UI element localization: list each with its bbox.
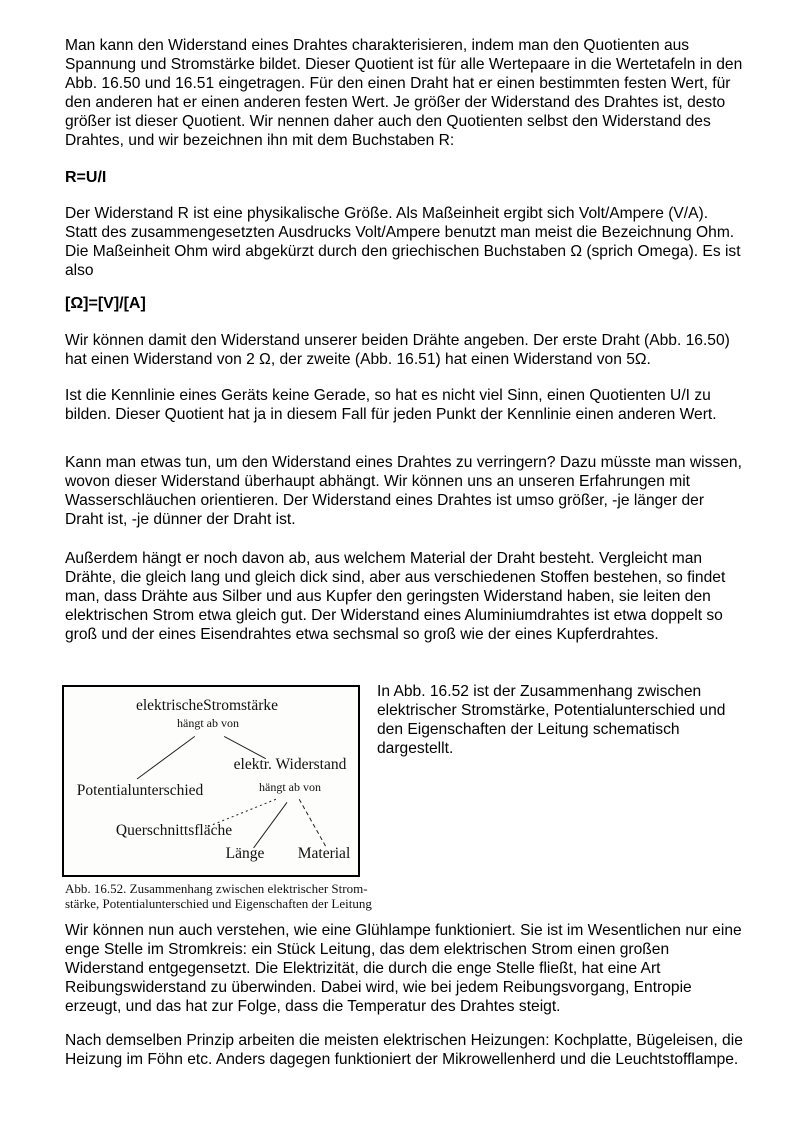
line-stromstaerke-potential xyxy=(137,736,195,779)
figure-caption-line-1: Abb. 16.52. Zusammenhang zwischen elektrischer Strom- xyxy=(65,881,368,896)
paragraph-material-vergleich: Außerdem hängt er noch davon ab, aus welchem Material der Draht besteht. Vergleicht man Drähte, die gleich lang und gleich dick sind, aber aus verschiedenen Stoffen bestehen, so findet man, dass Drähte aus Silber und aus Kupfer den geringsten Widerstand haben, sie leiten den elektrischen Strom etwa gleich gut. Der Widerstand eines Aluminiumdrahtes ist etwa doppelt so groß und der eines Eisendrahtes etwa sechsmal so groß wie der eines Kupferdrahtes. xyxy=(65,550,726,643)
paragraph-heizungen: Nach demselben Prinzip arbeiten die meisten elektrischen Heizungen: Kochplatte, Bügeleisen, die Heizung im Föhn etc. Anders dagegen funktioniert der Mikrowellenherd und die Leuchtstofflampe. xyxy=(65,1032,743,1068)
paragraph-widerstand-verringern: Kann man etwas tun, um den Widerstand eines Drahtes zu verringern? Dazu müsste man wissen, wovon dieser Widerstand überhaupt abhängt. Wir können uns an unseren Erfahrungen mit Wasserschläuchen orientieren. Der Widerstand eines Drahtes ist umso größer, -je länger der Draht ist, -je dünner der Draht ist. xyxy=(65,454,742,528)
paragraph-widerstand-quotient: Man kann den Widerstand eines Drahtes charakterisieren, indem man den Quotienten aus Spannung und Stromstärke bildet. Dieser Quotient ist für alle Wertepaare in die Wertetafeln in den Abb. 16.50 und 16.51 eingetragen. Für den einen Draht hat er einen bestimmten festen Wert, für den anderen hat er einen anderen festen Wert. Je größer der Widerstand des Drahtes ist, desto größer ist dieser Quotient. Wir nennen daher auch den Quotienten selbst den Widerstand des Drahtes, und wir bezeichnen ihn mit dem Buchstaben R: xyxy=(65,37,743,149)
figure-caption xyxy=(65,881,375,911)
node-potentialunterschied: Potentialunterschied xyxy=(76,782,204,799)
figure-abb-16-52 xyxy=(62,685,360,877)
paragraph-figure-reference: In Abb. 16.52 ist der Zusammenhang zwischen elektrischer Stromstärke, Potentialunterschied und den Eigenschaften der Leitung schematisch dargestellt. xyxy=(377,683,726,757)
node-laenge: Länge xyxy=(225,845,265,862)
figure-caption-line-2: stärke, Potentialunterschied und Eigenschaften der Leitung xyxy=(65,896,372,911)
paragraph-widerstand-werte: Wir können damit den Widerstand unserer beiden Drähte angeben. Der erste Draht (Abb. 16.50) hat einen Widerstand von 2 Ω, der zweite (Abb. 16.51) hat einen Widerstand von 5Ω. xyxy=(65,332,730,368)
node-elektr-widerstand: elektr. Widerstand xyxy=(233,756,347,773)
line-widerstand-laenge xyxy=(254,802,287,848)
node-elektrische-stromstaerke: elektrischeStromstärke xyxy=(135,697,279,714)
paragraph-kennlinie: Ist die Kennlinie eines Geräts keine Gerade, so hat es nicht viel Sinn, einen Quotienten U/I zu bilden. Dieser Quotient hat ja in diesem Fall für jeden Punkt der Kennlinie einen anderen Wert. xyxy=(65,387,717,423)
node-material: Material xyxy=(297,845,351,862)
paragraph-masseinheit-ohm: Der Widerstand R ist eine physikalische Größe. Als Maßeinheit ergibt sich Volt/Ampere (V/A). Statt des zusammengesetzten Ausdrucks Volt/Ampere benutzt man meist die Bezeichnung Ohm. Die Maßeinheit Ohm wird abgekürzt durch den griechischen Buchstaben Ω (sprich Omega). Es ist also xyxy=(65,205,741,279)
label-haengt-ab-von-2: hängt ab von xyxy=(259,780,321,794)
node-querschnittsflaeche: Querschnittsfläche xyxy=(115,822,233,839)
formula-r-u-i: R=U/I xyxy=(65,169,107,186)
line-widerstand-material xyxy=(299,799,326,848)
label-haengt-ab-von-1: hängt ab von xyxy=(177,716,239,730)
paragraph-gluehlampe: Wir können nun auch verstehen, wie eine Glühlampe funktioniert. Sie ist im Wesentlichen nur eine enge Stelle im Stromkreis: ein Stück Leitung, das dem elektrischen Strom einen großen Widerstand entgegensetzt. Die Elektrizität, die durch die enge Stelle fließt, hat eine Art Reibungswiderstand zu überwinden. Dabei wird, wie bei jedem Reibungsvorgang, Entropie erzeugt, und das hat zur Folge, dass die Temperatur des Drahtes steigt. xyxy=(65,922,742,1015)
formula-ohm-volt-ampere: [Ω]=[V]/[A] xyxy=(65,295,146,312)
